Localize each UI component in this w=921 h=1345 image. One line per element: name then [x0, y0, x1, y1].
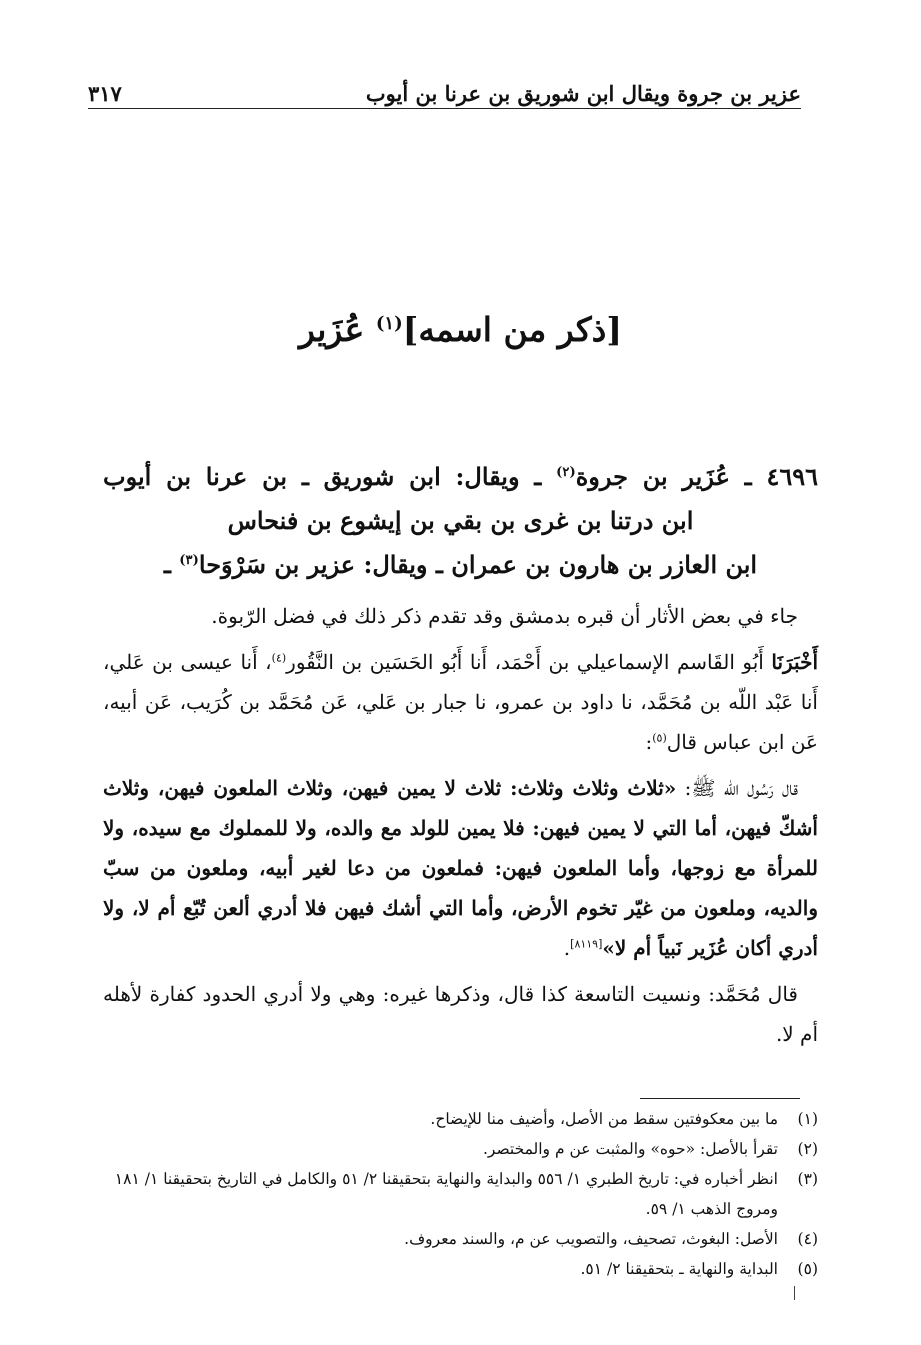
entry-lineage-1: ـ ويقال: ابن شوريق ـ بن عرنا بن أيوب — [103, 462, 557, 491]
footnote-rule — [640, 1098, 800, 1099]
footnote-text: تقرأ بالأصل: «حوه» والمثبت عن م والمختصر. — [482, 1140, 778, 1158]
footnote-ref-3: (٣) — [179, 553, 199, 568]
footnote-text: ما بين معكوفتين سقط من الأصل، وأضيف منا للإيضاح. — [430, 1110, 778, 1128]
footnote-text: انظر أخباره في: تاريخ الطبري ١/ ٥٥٦ والبداية والنهاية بتحقيقنا ٢/ ٥١ والكامل في التاريخ بتحقيقنا ١/ ١٨١ ومروج الذهب ١/ ٥٩. — [114, 1170, 778, 1218]
margin-mark — [794, 1286, 795, 1300]
isnad-part-2: ، أَنا عيسى بن عَلي، أَنا عَبْد اللّه بن مُحَمَّد، نا داود بن عمرو، نا جبار بن عَلي، عَن مُحَمَّد بن كُرَيب، عَن أبيه، عَن ابن عباس قال — [103, 650, 818, 754]
footnote-5 — [103, 1254, 818, 1284]
footnote-text: الأصل: البغوث، تصحيف، والتصويب عن م، والسند معروف. — [404, 1230, 778, 1248]
running-header — [88, 72, 801, 106]
isnad-part-1: أَبُو القَاسم الإسماعيلي بن أَحْمَد، أَنا أَبُو الحَسَين بن النَّقُور — [286, 650, 772, 674]
entry-heading-line-3 — [103, 543, 818, 587]
footnote-ref-5: (٥) — [652, 731, 667, 745]
entry-name: ٤٦٩٦ ـ عُزَير بن جروة — [575, 462, 819, 491]
period: . — [563, 936, 571, 960]
footnote-number: (١) — [797, 1110, 818, 1128]
page-number: ٣١٧ — [88, 81, 122, 106]
footnote-4 — [103, 1224, 818, 1254]
paragraph-1: جاء في بعض الأثار أن قبره بدمشق وقد تقدم ذكر ذلك في فضل الرّبوة. — [211, 604, 798, 628]
paragraph-2 — [103, 642, 818, 762]
footnote-number: (٤) — [797, 1230, 818, 1248]
footnote-number: (٣) — [797, 1170, 818, 1188]
footnote-number: (٢) — [797, 1140, 818, 1158]
entry-heading-line-1 — [103, 455, 818, 499]
footnote-1 — [103, 1104, 818, 1134]
footnote-ref-2: (٢) — [556, 465, 576, 480]
hadith-intro: قال رَسُول اللّه ﷺ: — [676, 776, 798, 800]
colon: : — [645, 730, 653, 754]
chapter-title — [0, 310, 921, 349]
footnote-text: البداية والنهاية ـ بتحقيقنا ٢/ ٥١. — [580, 1260, 778, 1278]
chapter-name: عُزَير — [299, 310, 376, 349]
entry-lineage-3: ابن العازر بن هارون بن عمران ـ ويقال: عزير بن سَرْوَحا — [198, 550, 758, 579]
footnote-ref-1: (١) — [375, 313, 403, 334]
entry-heading — [103, 455, 818, 587]
akhbarana-word: أَخْبَرَنَا — [771, 650, 818, 674]
hadith-text: «ثلاث وثلاث وثلاث: ثلاث لا يمين فيهن، وثلاث الملعون فيهن، وثلاث أشكّ فيهن، أما التي لا يمين فيهن: فلا يمين للولد مع والده، ولا للمملوك مع سيده، ولا للمرأة مع زوجها، وأما الملعون فيهن: فملعون من دعا لغير أبيه، وملعون من سبّ والديه، وملعون من غيّر تخوم الأرض، وأما التي أشك فيهن فلا أدري ألعن تُبّع أم لا، ولا أدري أكان عُزَير نَبياً أم لا» — [103, 776, 818, 960]
entry-heading-line-2: ابن درتنا بن غرى بن بقي بن إيشوع بن فنحاس — [227, 506, 694, 535]
header-rule — [88, 108, 801, 109]
footnote-2 — [103, 1134, 818, 1164]
footnote-number: (٥) — [797, 1260, 818, 1278]
hadith-number: [٨١١٩] — [570, 937, 603, 951]
paragraph-3 — [103, 768, 818, 968]
paragraph-4: قال مُحَمَّد: ونسيت التاسعة كذا قال، وذكرها غيره: وهي ولا أدري الحدود كفارة لأهله أم لا. — [103, 982, 818, 1046]
chapter-heading: [ذكر من اسمه] — [402, 310, 622, 349]
main-text — [103, 596, 818, 1060]
footnotes — [103, 1104, 818, 1284]
footnote-3 — [103, 1164, 818, 1224]
footnote-ref-4: (٤) — [271, 651, 287, 665]
running-title: عزير بن جروة ويقال ابن شوريق بن عرنا بن أيوب — [365, 81, 801, 106]
entry-dash: ـ — [163, 550, 180, 579]
